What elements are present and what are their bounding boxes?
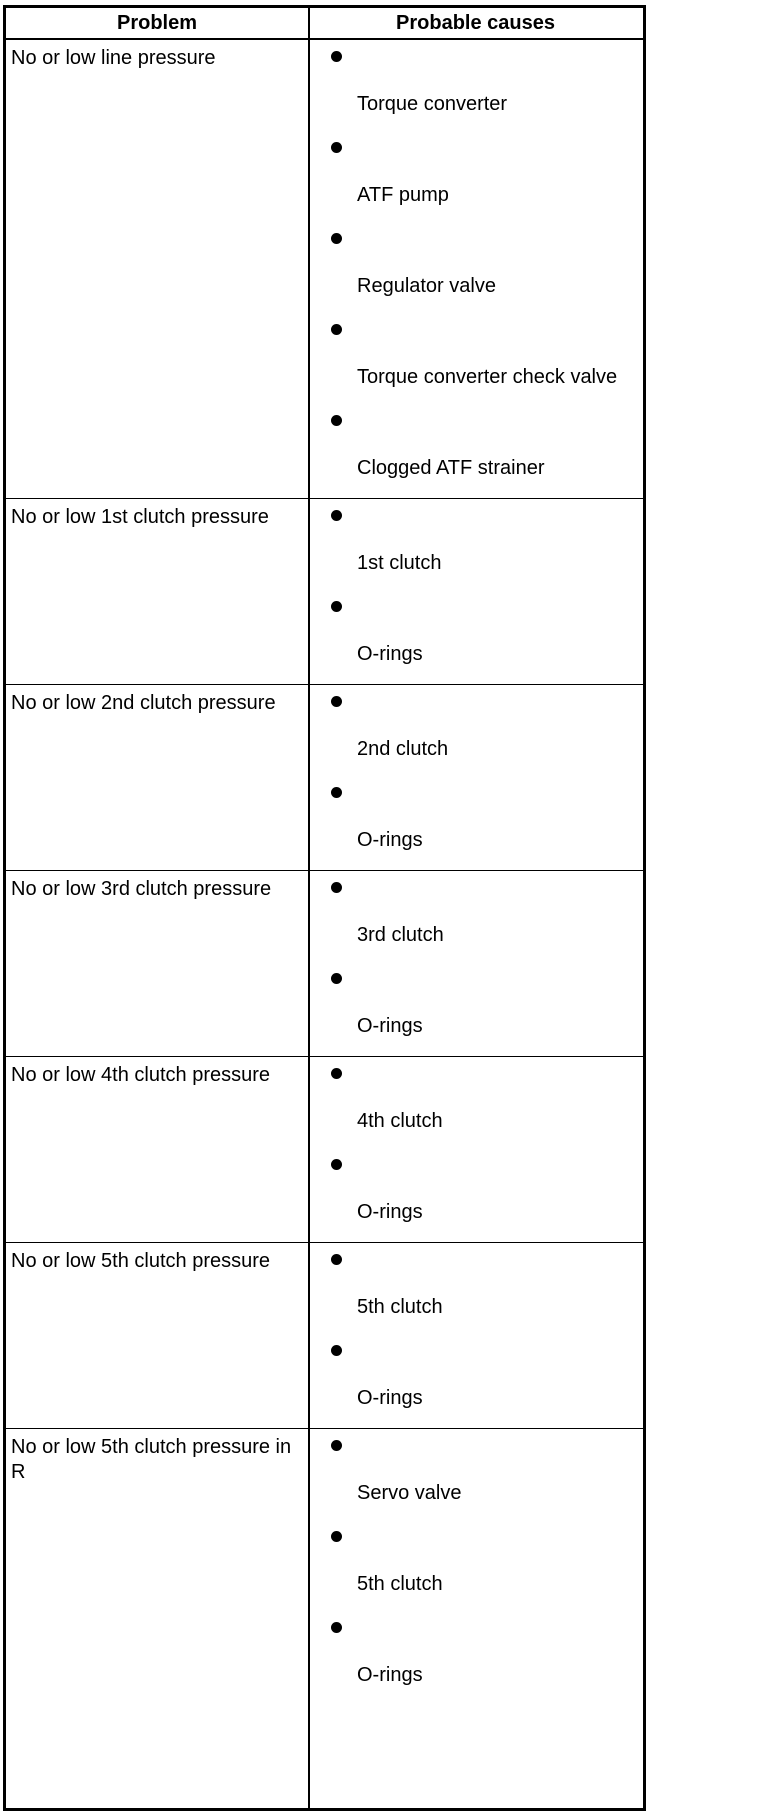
- cause-text: O-rings: [357, 1015, 423, 1037]
- problem-cell: No or low 2nd clutch pressure: [11, 692, 276, 714]
- bullet-dot-icon: [331, 1159, 342, 1170]
- header-probable-causes: Probable causes: [396, 12, 555, 34]
- cause-text: 5th clutch: [357, 1573, 443, 1595]
- cause-item: [311, 1148, 643, 1239]
- header-problem: Problem: [116, 12, 198, 34]
- problem-cell: No or low 4th clutch pressure: [11, 1064, 271, 1086]
- bullet-dot-icon: [331, 1531, 342, 1542]
- cause-item: [311, 222, 643, 313]
- bullet-dot-icon: [331, 510, 342, 521]
- cause-text: Torque converter check valve: [357, 366, 618, 388]
- problem-cell: No or low line pressure: [11, 47, 216, 69]
- table-header: [6, 8, 643, 40]
- problem-cell: No or low 3rd clutch pressure: [11, 878, 272, 900]
- troubleshooting-table: [3, 5, 646, 1811]
- cause-item: [311, 685, 643, 776]
- cause-item: [311, 404, 643, 495]
- cause-item: [311, 1520, 643, 1611]
- cause-item: [311, 499, 643, 590]
- table-row: [6, 685, 643, 871]
- bullet-dot-icon: [331, 51, 342, 62]
- cause-text: ATF pump: [357, 184, 449, 206]
- cause-text: O-rings: [357, 1664, 423, 1686]
- bullet-dot-icon: [331, 1345, 342, 1356]
- bullet-dot-icon: [331, 1440, 342, 1451]
- cause-item: [311, 1243, 643, 1334]
- bullet-dot-icon: [331, 1622, 342, 1633]
- problem-cell: No or low 5th clutch pressure in R: [11, 1436, 292, 1483]
- cause-item: [311, 871, 643, 962]
- cause-item: [311, 1057, 643, 1148]
- table-row: [6, 1429, 643, 1705]
- cause-text: 5th clutch: [357, 1296, 443, 1318]
- problem-cell: No or low 5th clutch pressure: [11, 1250, 271, 1272]
- cause-item: [311, 40, 643, 131]
- column-divider: [308, 8, 310, 1808]
- table-row: [6, 1057, 643, 1243]
- cause-text: O-rings: [357, 829, 423, 851]
- bullet-dot-icon: [331, 324, 342, 335]
- table-row: [6, 871, 643, 1057]
- problem-cell: No or low 1st clutch pressure: [11, 506, 269, 528]
- cause-text: 3rd clutch: [357, 924, 444, 946]
- bullet-dot-icon: [331, 696, 342, 707]
- cause-item: [311, 131, 643, 222]
- cause-item: [311, 1611, 643, 1702]
- cause-text: 1st clutch: [357, 552, 442, 574]
- bullet-dot-icon: [331, 973, 342, 984]
- bullet-dot-icon: [331, 787, 342, 798]
- cause-text: O-rings: [357, 643, 423, 665]
- cause-item: [311, 776, 643, 867]
- cause-item: [311, 1334, 643, 1425]
- cause-text: Torque converter: [357, 93, 508, 115]
- cause-item: [311, 962, 643, 1053]
- table-row: [6, 499, 643, 685]
- cause-item: [311, 1429, 643, 1520]
- bullet-dot-icon: [331, 415, 342, 426]
- bullet-dot-icon: [331, 882, 342, 893]
- cause-text: O-rings: [357, 1201, 423, 1223]
- table-row: [6, 40, 643, 499]
- cause-item: [311, 313, 643, 404]
- cause-text: 4th clutch: [357, 1110, 443, 1132]
- cause-text: Clogged ATF strainer: [357, 457, 545, 479]
- cause-text: Servo valve: [357, 1482, 462, 1504]
- bullet-dot-icon: [331, 601, 342, 612]
- table-row: [6, 1243, 643, 1429]
- cause-text: 2nd clutch: [357, 738, 449, 760]
- cause-text: O-rings: [357, 1387, 423, 1409]
- cause-text: Regulator valve: [357, 275, 496, 297]
- bullet-dot-icon: [331, 142, 342, 153]
- bullet-dot-icon: [331, 1068, 342, 1079]
- bullet-dot-icon: [331, 1254, 342, 1265]
- bullet-dot-icon: [331, 233, 342, 244]
- cause-item: [311, 590, 643, 681]
